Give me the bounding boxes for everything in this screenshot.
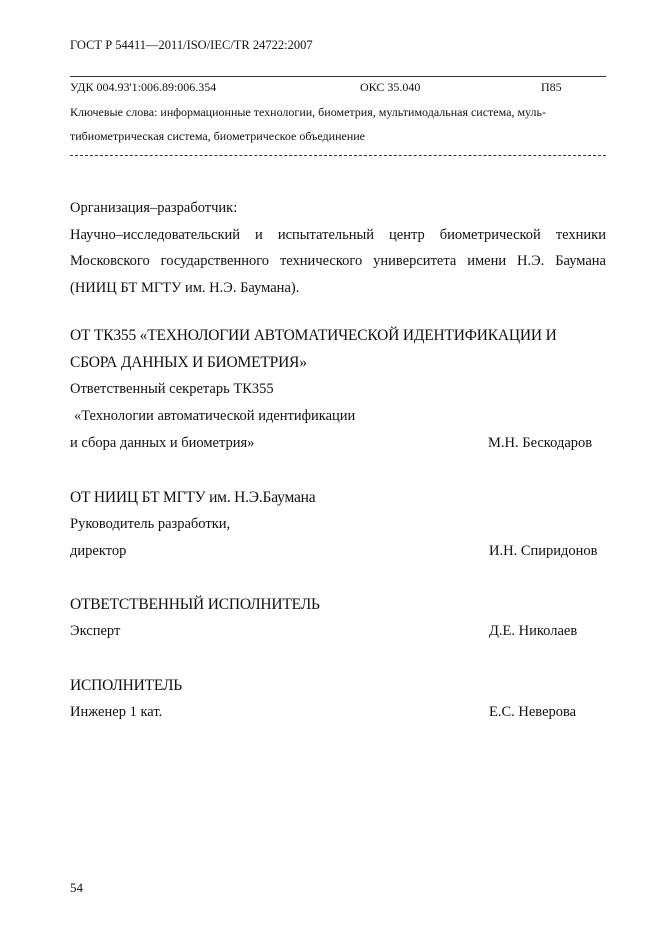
- tk355-person: М.Н. Бескодаров: [488, 435, 593, 451]
- keywords-rule: [70, 155, 606, 156]
- executor-heading: ИСПОЛНИТЕЛЬ: [70, 677, 182, 694]
- top-rule: [70, 76, 606, 77]
- developer-line-1: Научно–исследовательский и испытательный центр биометрической техники: [70, 227, 606, 243]
- tk355-role-3: и сбора данных и биометрия»: [70, 435, 255, 451]
- developer-line-3: (НИИЦ БТ МГТУ им. Н.Э. Баумана).: [70, 280, 300, 296]
- keywords-line-2: тибиометрическая система, биометрическое объединение: [70, 129, 365, 143]
- tk355-heading-1: ОТ ТК355 «ТЕХНОЛОГИИ АВТОМАТИЧЕСКОЙ ИДЕНТИФИКАЦИИ И: [70, 327, 557, 344]
- executor-person: Е.С. Неверова: [489, 704, 577, 720]
- developer-label: Организация–разработчик:: [70, 200, 238, 216]
- tk355-heading-2: СБОРА ДАННЫХ И БИОМЕТРИЯ»: [70, 354, 307, 371]
- niic-person: И.Н. Спиридонов: [489, 543, 598, 559]
- udk-code: УДК 004.93'1:006.89:006.354: [70, 80, 217, 94]
- page-number: 54: [70, 880, 83, 895]
- developer-line-2: Московского государственного технического университета имени Н.Э. Баумана: [70, 253, 606, 269]
- classification-code: П85: [541, 80, 562, 94]
- keywords-line-1: Ключевые слова: информационные технологии, биометрия, мультимодальная система, муль-: [70, 105, 546, 119]
- tk355-role-1: Ответственный секретарь ТК355: [70, 381, 274, 397]
- niic-role-2: директор: [70, 543, 127, 559]
- niic-heading: ОТ НИИЦ БТ МГТУ им. Н.Э.Баумана: [70, 489, 316, 506]
- niic-role-1: Руководитель разработки,: [70, 516, 231, 532]
- responsible-person: Д.Е. Николаев: [489, 623, 578, 639]
- oks-code: ОКС 35.040: [360, 80, 421, 94]
- tk355-role-2: «Технологии автоматической идентификации: [74, 408, 356, 424]
- executor-role: Инженер 1 кат.: [70, 704, 163, 720]
- responsible-role: Эксперт: [70, 623, 121, 639]
- responsible-heading: ОТВЕТСТВЕННЫЙ ИСПОЛНИТЕЛЬ: [70, 596, 320, 613]
- standard-header: ГОСТ Р 54411—2011/ISO/IEC/TR 24722:2007: [70, 38, 313, 52]
